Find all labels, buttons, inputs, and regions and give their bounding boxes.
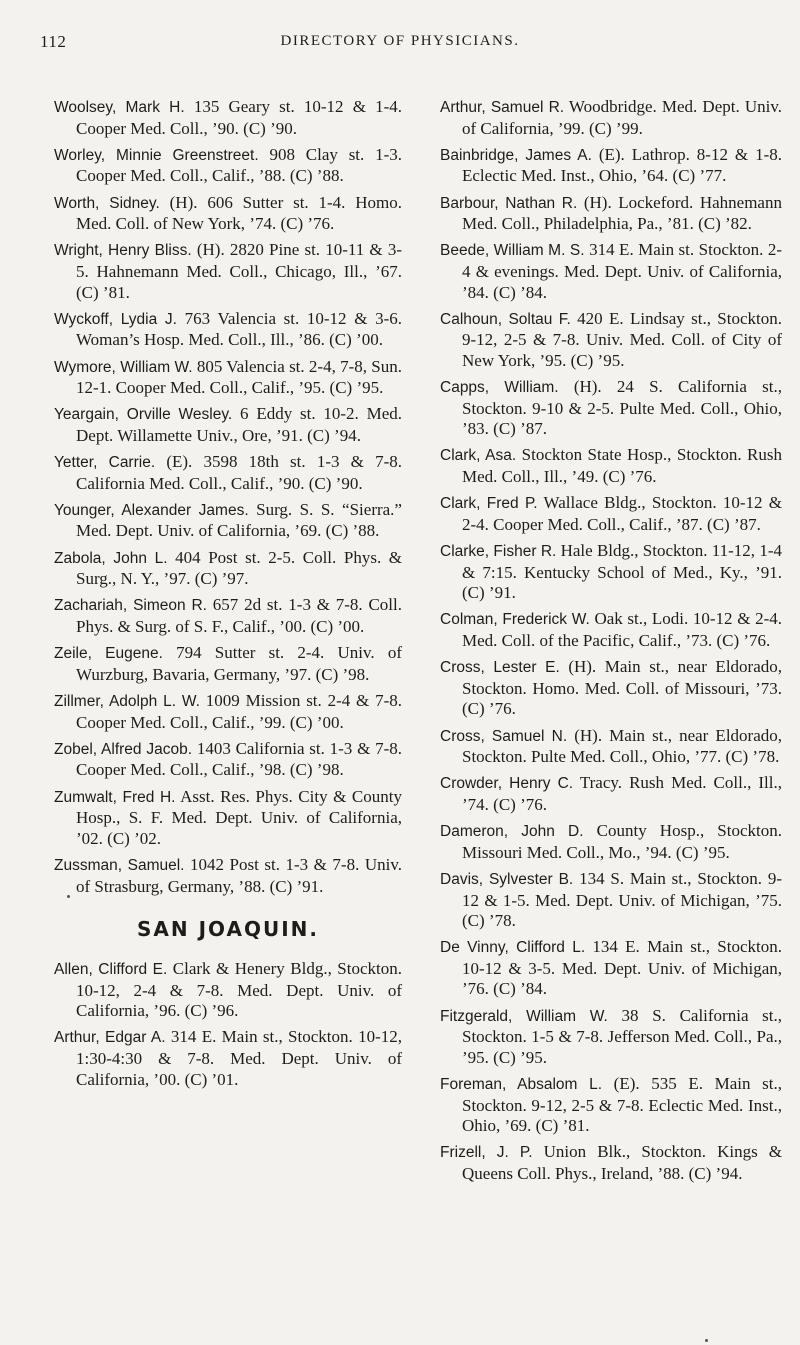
directory-entry — [54, 959, 402, 1022]
entry-details: 794 Sutter st. 2-4. Univ. of Wurzburg, Bavaria, Germany, ’97. (C) ’98. — [76, 643, 402, 684]
physician-name: Yetter, Carrie. — [54, 454, 156, 472]
physician-name: Wright, Henry Bliss. — [54, 242, 192, 260]
physician-name: Zussman, Samuel. — [54, 856, 185, 874]
physician-name: Zillmer, Adolph L. W. — [54, 692, 200, 710]
entry-details: (H). Lockeford. Hahnemann Med. Coll., Philadelphia, Pa., ’81. (C) ’82. — [462, 192, 782, 234]
directory-entry — [54, 193, 402, 235]
entry-details: Tracy. Rush Med. Coll., Ill., ’74. (C) ’76. — [462, 773, 782, 814]
directory-entry — [54, 691, 402, 733]
directory-entry — [54, 97, 402, 139]
directory-entry — [440, 309, 782, 372]
physician-name: Arthur, Samuel R. — [440, 99, 565, 116]
physician-name: Yeargain, Orville Wesley. — [54, 406, 233, 424]
physician-name: Barbour, Nathan R. — [440, 194, 578, 212]
physician-name: Calhoun, Soltau F. — [440, 310, 571, 328]
physician-name: Bainbridge, James A. — [440, 146, 592, 164]
directory-entry — [440, 493, 782, 535]
entry-details: 134 S. Main st., Stockton. 9-12 & 1-5. Med. Dept. Univ. of Michigan, ’75. (C) ’78. — [462, 868, 782, 931]
left-after-heading-entries — [54, 959, 402, 1090]
directory-entry — [440, 1074, 782, 1137]
entry-details: Stockton State Hosp., Stockton. Rush Med. Coll., Ill., ’49. (C) ’76. — [462, 445, 782, 487]
entry-details: 135 Geary st. 10-12 & 1-4. Cooper Med. Coll., ’90. (C) ’90. — [76, 97, 402, 138]
directory-entry — [54, 855, 402, 897]
physician-name: Foreman, Absalom L. — [440, 1076, 603, 1094]
physician-name: Arthur, Edgar A. — [54, 1029, 166, 1047]
entry-details: (E). 535 E. Main st., Stockton. 9-12, 2-5 & 7-8. Eclectic Med. Inst., Ohio, ’69. (C) ’81. — [462, 1074, 782, 1136]
directory-entry — [54, 500, 402, 542]
physician-name: Younger, Alexander James. — [54, 501, 249, 519]
entry-details: 404 Post st. 2-5. Coll. Phys. & Surg., N. Y., ’97. (C) ’97. — [76, 547, 402, 589]
entry-details: 1009 Mission st. 2-4 & 7-8. Cooper Med. Coll., Calif., ’99. (C) ’00. — [76, 690, 403, 732]
physician-name: Frizell, J. P. — [440, 1144, 533, 1162]
directory-entry — [54, 240, 402, 303]
left-entries — [54, 97, 402, 897]
directory-entry — [440, 97, 782, 139]
directory-entry — [440, 609, 782, 651]
entry-details: (E). 3598 18th st. 1-3 & 7-8. California Med. Coll., Calif., ’90. (C) ’90. — [76, 452, 402, 493]
directory-entry — [440, 726, 782, 768]
print-speck — [67, 895, 70, 898]
directory-entry — [440, 377, 782, 440]
directory-entry — [440, 869, 782, 932]
directory-entry — [440, 541, 782, 604]
directory-entry — [54, 145, 402, 187]
physician-name: Allen, Clifford E. — [54, 961, 168, 979]
physician-name: Clarke, Fisher R. — [440, 543, 557, 561]
physician-name: Crowder, Henry C. — [440, 775, 574, 793]
entry-details: (H). Main st., near Eldorado, Stockton. Pulte Med. Coll., Ohio, ’77. (C) ’78. — [462, 725, 782, 767]
physician-name: Clark, Fred P. — [440, 495, 538, 513]
print-speck — [705, 1339, 708, 1342]
directory-entry — [440, 193, 782, 235]
physician-name: Cross, Lester E. — [440, 659, 560, 677]
entry-details: (H). 2820 Pine st. 10-11 & 3-5. Hahnemann Med. Coll., Chicago, Ill., ’67. (C) ’81. — [76, 240, 402, 302]
directory-entry — [54, 739, 402, 781]
entry-details: Hale Bldg., Stockton. 11-12, 1-4 & 7:15. Kentucky School of Med., Ky., ’91. (C) ’91. — [462, 541, 782, 603]
directory-entry — [54, 1027, 402, 1090]
left-column — [54, 97, 402, 1096]
directory-entry — [54, 643, 402, 685]
entry-details: 1042 Post st. 1-3 & 7-8. Univ. of Strasburg, Germany, ’88. (C) ’91. — [76, 854, 403, 896]
entry-details: 908 Clay st. 1-3. Cooper Med. Coll., Calif., ’88. (C) ’88. — [76, 144, 403, 186]
physician-name: Zabola, John L. — [54, 549, 168, 567]
directory-entry — [54, 357, 402, 399]
physician-name: Woolsey, Mark H. — [54, 99, 185, 116]
directory-entry — [54, 548, 402, 590]
directory-entry — [440, 240, 782, 303]
physician-name: Zobel, Alfred Jacob. — [54, 740, 193, 758]
section-heading: SAN JOAQUIN. — [137, 917, 319, 942]
entry-details: 420 E. Lindsay st., Stockton. 9-12, 2-5 & 7-8. Univ. Med. Coll. of City of New York, ’95. (C) ’95. — [462, 308, 782, 370]
physician-name: Wyckoff, Lydia J. — [54, 310, 177, 328]
entry-details: 314 E. Main st. Stockton. 2-4 & evenings. Med. Dept. Univ. of California, ’84. (C) ’84. — [462, 240, 782, 302]
directory-entry — [440, 1006, 782, 1069]
directory-entry — [440, 657, 782, 720]
right-entries — [440, 97, 782, 1185]
physician-name: Worth, Sidney. — [54, 194, 160, 212]
entry-details: 763 Valencia st. 10-12 & 3-6. Woman’s Hosp. Med. Coll., Ill., ’86. (C) ’00. — [76, 308, 402, 350]
running-head: DIRECTORY OF PHYSICIANS. — [280, 33, 520, 49]
entry-details: 657 2d st. 1-3 & 7-8. Coll. Phys. & Surg. of S. F., Calif., ’00. (C) ’00. — [76, 595, 402, 636]
directory-entry — [54, 787, 402, 850]
entry-details: (H). 606 Sutter st. 1-4. Homo. Med. Coll. of New York, ’74. (C) ’76. — [76, 192, 402, 234]
physician-name: Beede, William M. S. — [440, 242, 585, 260]
directory-entry — [440, 145, 782, 187]
physician-name: Cross, Samuel N. — [440, 727, 568, 745]
directory-entry — [54, 595, 402, 637]
directory-entry — [440, 937, 782, 1000]
entry-details: County Hosp., Stockton. Missouri Med. Coll., Mo., ’94. (C) ’95. — [462, 821, 783, 862]
right-column — [440, 97, 782, 1190]
entry-details: Asst. Res. Phys. City & County Hosp., S. F. Med. Dept. Univ. of California, ’02. (C) ’02. — [76, 786, 402, 848]
entry-details: Woodbridge. Med. Dept. Univ. of California, ’99. (C) ’99. — [462, 97, 782, 138]
entry-details: (H). Main st., near Eldorado, Stockton. Homo. Med. Coll. of Missouri, ’73. (C) ’76. — [462, 657, 782, 719]
entry-details: Oak st., Lodi. 10-12 & 2-4. Med. Coll. of the Pacific, Calif., ’73. (C) ’76. — [462, 609, 782, 650]
directory-entry — [54, 404, 402, 446]
physician-name: Worley, Minnie Greenstreet. — [54, 146, 259, 164]
entry-details: Surg. S. S. “Sierra.” Med. Dept. Univ. of California, ’69. (C) ’88. — [76, 499, 402, 541]
directory-entry — [54, 452, 402, 494]
entry-details: Wallace Bldg., Stockton. 10-12 & 2-4. Cooper Med. Coll., Calif., ’87. (C) ’87. — [462, 493, 782, 534]
directory-entry — [54, 309, 402, 351]
entry-details: 805 Valencia st. 2-4, 7-8, Sun. 12-1. Cooper Med. Coll., Calif., ’95. (C) ’95. — [76, 356, 402, 398]
entry-details: 1403 California st. 1-3 & 7-8. Cooper Med. Coll., Calif., ’98. (C) ’98. — [76, 738, 402, 780]
page-number: 112 — [40, 32, 67, 51]
physician-name: Davis, Sylvester B. — [440, 870, 574, 888]
physician-name: Wymore, William W. — [54, 358, 193, 376]
entry-details: 6 Eddy st. 10-2. Med. Dept. Willamette Univ., Ore, ’91. (C) ’94. — [76, 404, 403, 445]
directory-entry — [440, 773, 782, 815]
physician-name: Dameron, John D. — [440, 823, 584, 841]
page-header — [0, 20, 800, 50]
entry-details: (E). Lathrop. 8-12 & 1-8. Eclectic Med. Inst., Ohio, ’64. (C) ’77. — [462, 144, 782, 186]
directory-entry — [440, 445, 782, 487]
physician-name: Clark, Asa. — [440, 447, 517, 465]
physician-name: De Vinny, Clifford L. — [440, 939, 586, 957]
entry-details: (H). 24 S. California st., Stockton. 9-10 & 2-5. Pulte Med. Coll., Ohio, ’83. (C) ’87. — [462, 377, 782, 439]
physician-name: Fitzgerald, William W. — [440, 1007, 608, 1025]
entry-details: 38 S. California st., Stockton. 1-5 & 7-8. Jefferson Med. Coll., Pa., ’95. (C) ’95. — [462, 1005, 782, 1067]
entry-details: Clark & Henery Bldg., Stockton. 10-12, 2-4 & 7-8. Med. Dept. Univ. of California, ’96. (C) ’96. — [76, 959, 402, 1021]
physician-name: Capps, William. — [440, 379, 559, 397]
entry-details: 134 E. Main st., Stockton. 10-12 & 3-5. Med. Dept. Univ. of Michigan, ’76. (C) ’84. — [462, 937, 782, 999]
physician-name: Zachariah, Simeon R. — [54, 597, 207, 615]
physician-name: Zeile, Eugene. — [54, 645, 163, 663]
directory-entry — [440, 1142, 782, 1184]
entry-details: Union Blk., Stockton. Kings & Queens Coll. Phys., Ireland, ’88. (C) ’94. — [462, 1142, 782, 1183]
directory-entry — [440, 821, 782, 863]
entry-details: 314 E. Main st., Stockton. 10-12, 1:30-4:30 & 7-8. Med. Dept. Univ. of California, ’00. (C) ’01. — [76, 1027, 402, 1089]
physician-name: Zumwalt, Fred H. — [54, 788, 176, 806]
physician-name: Colman, Frederick W. — [440, 611, 590, 629]
